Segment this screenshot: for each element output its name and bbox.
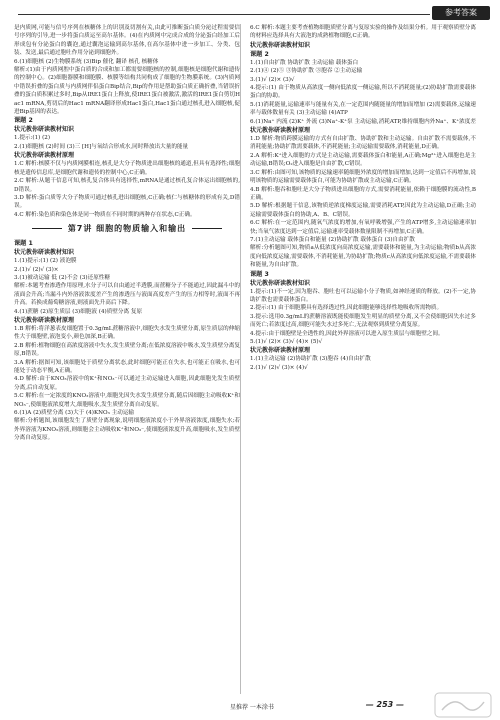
answer-paragraph: 3.A 解析:据图可知,该细胞处于质壁分离状态,此时细胞可能正在失水,也可能正在吸水,也可能处于动态平衡,A正确。: [14, 359, 240, 374]
answer-paragraph: 1.B 解析:将洋葱表皮细胞置于0.3g/mL蔗糖溶液中,细胞失水发生质壁分离,原生质层的伸缩性大于细胞壁,液泡变小,颜色加深,B正确。: [14, 325, 240, 341]
answer-paragraph: 5.C 解析:在一定浓度的KNO₃溶液中,细胞先因失水发生质壁分离,随后因细胞主动吸收K⁺和NO₃⁻,使细胞液浓度增大,细胞吸水,发生质壁分离自动复原。: [14, 393, 240, 408]
answer-paragraph: 6.C 解析:本题主要考查植物细胞质壁分离与复原实验的操作及结果分析。用于观察质壁分离的材料应选择具有大液泡的成熟植物细胞,C正确。: [250, 25, 476, 40]
subsection-heading: 状元教你研读教材原理: [250, 347, 311, 355]
answer-paragraph: 1.提示:(1) (2): [14, 135, 51, 142]
answer-paragraph: 5.(1)消耗能量,运输速率与能量有关,在一定范围内随能量的增加而增加 (2)需要载体,运输速率与载体数量有关 (3)主动运输 (4)ATP: [250, 101, 476, 117]
answer-paragraph: 解析:(1)由于内质网腔中蛋白质的合成和加工都需要细胞核的控制,细胞核是细胞代谢和遗传的控制中心。(2)细胞器膜和细胞膜、核膜等结构共同构成了细胞的生物膜系统。(3)内质网中错误折叠的蛋白质与内质网伴侣蛋白Bip结合,Bip的作用是帮助蛋白质正确折叠,当错误折叠的蛋白质积累过多时,Bip从IRE1蛋白上释放,使IRE1蛋白被激活,激活的IRE1蛋白剪切Hac1 mRNA,剪切后的Hac1 mRNA翻译形成Hac1蛋白,Hac1蛋白通过核孔进入细胞核,促进Bip基因的表达。: [14, 67, 240, 116]
page-number: — 253 —: [365, 700, 404, 709]
answer-paragraph: 是内质网,可能与信号序列在核糖体上的识别及切割有关,由此可推断蛋白质分泌过程需要信号序列的引导,进一步将蛋白质运至高尔基体。(4)在内质网中完成合成的分泌蛋白经加工后形成包有分泌蛋白的囊泡,通过囊泡运输到高尔基体,在高尔基体中进一步加工、分类、包装、发送,最后通过胞吐作用分泌到细胞外。: [14, 25, 240, 57]
answer-paragraph: 3.C 解析:由图可知,该物质的运输速率随细胞外浓度的增加而增加,达到一定值后不再增加,说明该物质的运输需要载体蛋白,可能为协助扩散或主动运输,C正确。: [250, 169, 476, 185]
lesson-heading: 课题 2: [250, 50, 269, 58]
subsection-heading: 状元教你研读教材知识: [250, 279, 311, 287]
answer-paragraph: 2.(1)细胞核 (2)时间 (3)三 [H]与氧结合形成水,同时释放出大量的能量: [14, 143, 189, 150]
chapter-title: [14, 222, 240, 236]
section-tag: 参考答案: [432, 6, 490, 20]
title-rule: [192, 228, 222, 229]
footer-brand: 星推荐 一本涂书: [230, 704, 274, 711]
answer-paragraph: 3.D 解析:蛋白质等大分子物质可通过核孔进出细胞核,C正确;核仁与核糖体的形成有关,D错误。: [14, 194, 240, 210]
answer-paragraph: 2.B 解析:植物细胞在高浓度溶液中失水,发生质壁分离;在低浓度溶液中吸水,发生质壁分离复原,B错误。: [14, 342, 240, 358]
answer-paragraph: 1.C 解析:核膜不仅与内质网膜相连,核孔是大分子物质进出细胞核的通道,但具有选择性;细胞核是遗传信息库,是细胞代谢和遗传的控制中心,C正确。: [14, 161, 240, 176]
header-rule: [18, 14, 430, 15]
lesson-heading: 课题 2: [14, 117, 33, 125]
answer-paragraph: 4.D 解析:由于KNO₃溶液中的K⁺和NO₃⁻可以通过主动运输进入细胞,因此细胞先发生质壁分离,后自动复原。: [14, 376, 240, 391]
answer-paragraph: 解析:分析题图,该细胞发生了质壁分离现象,说明细胞液浓度小于外界溶液浓度,细胞失水;若外界溶液为KNO₃溶液,则细胞会主动吸收K⁺和NO₃⁻,使细胞液浓度升高,细胞吸水,发生质壁分离自动复原。: [14, 418, 240, 442]
answer-paragraph: 1.D 解析:物质跨膜运输的方式有自由扩散、协助扩散和主动运输。自由扩散不需要载体,不消耗能量;协助扩散需要载体,不消耗能量;主动运输需要载体,消耗能量,D正确。: [250, 136, 476, 151]
answer-paragraph: 解析:分析题图可知,物质a从低浓度向高浓度运输,需要载体和能量,为主动运输;物质b从高浓度向低浓度运输,需要载体,不消耗能量,为协助扩散;物质c从高浓度向低浓度运输,不需要载体和能量,为自由扩散。: [250, 245, 476, 269]
answer-paragraph: 1.(1)提示:(1) (2) 液泡膜: [14, 258, 77, 265]
answer-paragraph: 6.C 解析:在一定范围内,随氧气浓度的增加,有氧呼吸增强,产生的ATP增多,主动运输速率加快;当氧气浓度达到一定值后,运输速率受载体数量限制不再增加,C正确。: [250, 220, 476, 235]
left-column: [14, 24, 240, 443]
chapter-title-text: 第7讲 细胞的物质输入和输出: [67, 224, 187, 234]
answer-paragraph: 3.(1)√ (2)× (3)√: [250, 76, 295, 83]
answer-paragraph: 解析:本题考查渗透作用原理,水分子可以自由通过半透膜,而蔗糖分子不能通过,因此漏斗中的液面会升高;当漏斗内外溶液浓度差产生的渗透压与液面高度差产生的压力相等时,液面不再升高。若换成葡萄糖溶液,则液面先升高后下降。: [14, 283, 240, 307]
answer-paragraph: 5.(1)√ (2)× (3)√ (4)× (5)√: [250, 339, 323, 345]
subsection-heading: 状元教你研读教材知识: [14, 126, 75, 134]
title-rule: [32, 228, 62, 229]
answer-paragraph: 1.提示:(1)不一定,因为胞吞、胞吐也可以运输小分子物质,如神经递质的释放。(2)不一定,协助扩散也需要载体蛋白。: [250, 288, 476, 303]
subsection-heading: 状元教你研读教材原理: [250, 127, 311, 135]
answer-paragraph: 2.(1)④ (2)⑤ ③协助扩散 ③胞吞 ②主动运输: [250, 68, 363, 75]
answer-paragraph: 7.(1)主动运输 载体蛋白和能量 (2)协助扩散 载体蛋白 (3)自由扩散: [250, 236, 415, 243]
answer-paragraph: 3.提示:选用0.3g/mL的蔗糖溶液既能使细胞发生明显的质壁分离,又不会使细胞因失水过多而死亡;若浓度过高,细胞可能失水过多死亡,无法观察到质壁分离复原。: [250, 313, 476, 329]
answer-paragraph: 4.提示:(1) 由于物质从高浓度一侧向低浓度一侧运输,所以不消耗能量;(2)协助扩散需要载体蛋白的协助。: [250, 85, 476, 100]
subsection-heading: 状元教你研读教材知识: [14, 249, 75, 257]
answer-paragraph: 2.C 解析:从题干信息可知,核孔复合体具有选择性,mRNA是通过核孔复合体运出细胞核的,D错误。: [14, 178, 240, 193]
answer-paragraph: 6.(1)Na⁺ 内流 (2)K⁺ 外流 (3)Na⁺-K⁺泵 主动运输,消耗ATP,维持细胞内外Na⁺、K⁺浓度差: [250, 118, 476, 125]
answer-paragraph: 2.A 解析:K⁺进入细胞的方式是主动运输,需要载体蛋白和能量,A正确;Mg²⁺进入细胞也是主动运输,B错误;O₂进入细胞是自由扩散,C错误。: [250, 152, 476, 168]
answer-paragraph: 1.(1)主动运输 (2)协助扩散 (3)胞吞 (4)自由扩散: [250, 356, 371, 363]
answer-paragraph: 2.提示:(1) 由于细胞膜具有选择透过性,因此细胞能够选择性地吸收所需物质。: [250, 305, 443, 312]
subsection-heading: 状元教你研读教材原理: [14, 152, 75, 160]
column-divider: [240, 24, 241, 694]
answer-paragraph: 4.提示:由于细胞壁是全透性的,因此外界溶液可以进入原生质层与细胞壁之间。: [250, 330, 444, 337]
right-column: [250, 24, 476, 372]
answer-paragraph: 3.(1)被动运输 低 (2)不会 (3)还原性糖: [14, 274, 110, 281]
answer-paragraph: 4.(1)蔗糖 (2)原生质层 (3)细胞液 (4)质壁分离 复原: [14, 308, 143, 315]
subsection-heading: 状元教你研读教材原理: [14, 316, 75, 324]
answer-paragraph: 6.(1)A (2)质壁分离 (3)大于 (4)KNO₃ 主动运输: [14, 410, 135, 417]
page-header: [0, 6, 500, 20]
answer-paragraph: 2.(1)√ (2)√ (3)×: [14, 266, 59, 273]
answer-paragraph: 4.B 解析:胞吞和胞吐是大分子物质进出细胞的方式,需要消耗能量,依赖于细胞膜的流动性,B正确。: [250, 186, 476, 201]
answer-paragraph: 5.D 解析:根据题干信息,该物质逆浓度梯度运输,需要消耗ATP,因此为主动运输,D正确;主动运输需要载体蛋白的协助,A、B、C错误。: [250, 203, 476, 218]
answer-paragraph: 1.(1)自由扩散 协助扩散 主动运输 载体蛋白: [250, 59, 359, 66]
lesson-heading: 课题 1: [14, 240, 33, 248]
subsection-heading: 状元教你研读教材知识: [250, 41, 311, 49]
lesson-heading: 课题 3: [250, 270, 269, 278]
page-footer: [0, 700, 500, 714]
publisher-watermark: [434, 692, 492, 718]
answer-paragraph: 4.C 解析:染色质和染色体是同一物质在不同时期的两种存在状态,C正确。: [14, 211, 196, 218]
answer-paragraph: 6.(1)细胞核 (2)生物膜系统 (3)Bip 催化 翻译 核孔 核糖体: [14, 58, 159, 65]
answer-paragraph: 2.(1)√ (2)√ (3)× (4)√: [250, 364, 308, 371]
